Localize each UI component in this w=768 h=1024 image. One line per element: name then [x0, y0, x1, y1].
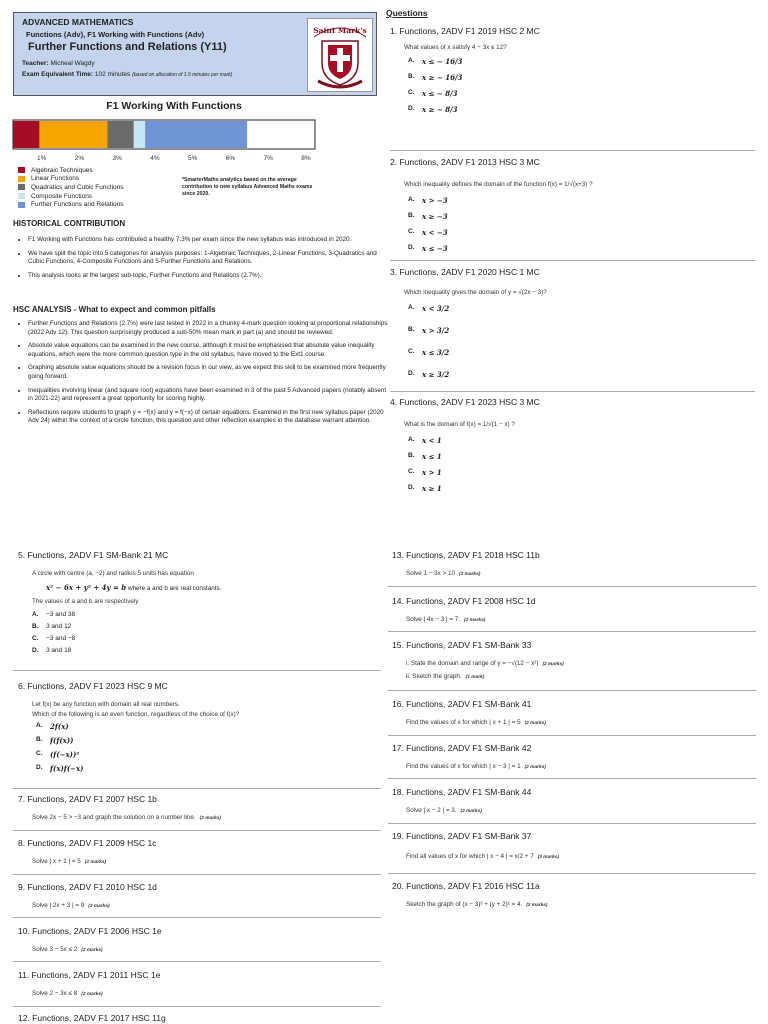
question-20: [392, 881, 754, 908]
x-tick-label: 4%: [150, 155, 160, 162]
contribution-bar-chart: [8, 118, 328, 164]
divider: [388, 690, 756, 691]
question-equation: x² − 6x + y² + 4y = b where a and b are real constants.: [46, 583, 222, 592]
legend-swatch: [18, 193, 25, 199]
choice-a: A. 2f(x): [36, 722, 69, 731]
choice-d: D. x ≥ − 8/3: [408, 105, 458, 114]
divider: [388, 778, 756, 779]
document-title: Further Functions and Relations (Y11): [28, 41, 227, 53]
teacher-label: Teacher:: [22, 60, 49, 67]
legend-swatch: [18, 176, 25, 182]
historical-list: [19, 236, 390, 285]
question-6: [18, 681, 380, 778]
bar-segment-linear-functions: [39, 121, 107, 148]
legend-item: [18, 200, 124, 209]
question-title: 20. Functions, 2ADV F1 2016 HSC 11a: [392, 881, 540, 891]
question-prompt: Solve | x − 2 | = 3. (2 marks): [406, 807, 482, 814]
question-1: [390, 26, 755, 121]
legend-item: [18, 175, 124, 184]
header-box: [13, 12, 377, 96]
question-prompt: Which inequality gives the domain of y = √(2x − 3)?: [404, 289, 547, 296]
hsc-bullet: • Further Functions and Relations (2.7%) were last tested in 2022 in a chunky 4-mark question looking at proportional relationships (2022 Adv 12). This question surprisingly produced a sub-50% mean mark in part (a) and should be reviewed.: [28, 320, 390, 337]
choice-b: B. x ≥ −3: [408, 212, 448, 221]
x-tick-label: 2%: [74, 155, 85, 162]
choice-a: A. −3 and 38: [32, 611, 76, 618]
hsc-analysis-list: [19, 320, 390, 431]
question-title: 18. Functions, 2ADV F1 SM-Bank 44: [392, 787, 532, 797]
choice-b: B. f(f(x)): [36, 736, 74, 745]
choice-c: C. x ≤ − 8/3: [408, 89, 458, 98]
question-title: 19. Functions, 2ADV F1 SM-Bank 37: [392, 831, 532, 841]
question-9: [18, 882, 380, 909]
legend-label: Further Functions and Relations: [31, 201, 124, 209]
question-prompt: Let f(x) be any function with domain all real numbers.: [32, 701, 180, 708]
question-5: [18, 550, 380, 659]
topic-label: Functions (Adv), F1 Working with Functions (Adv): [26, 30, 205, 39]
question-19: [392, 831, 754, 860]
legend-item: [18, 166, 124, 175]
logo-text: Saint Mark's: [313, 26, 367, 35]
question-prompt: Solve | x + 1 | = 5 (2 marks): [32, 858, 107, 865]
hsc-bullet: • Absolute value equations can be examined in the new course, although it must be emphasised that absolute value inequality equations, which were the more common question type in the old syllabus, have moved to the Ext1 course.: [28, 342, 390, 359]
question-title: 14. Functions, 2ADV F1 2008 HSC 1d: [392, 596, 536, 606]
legend-swatch: [18, 184, 25, 190]
question-14: [392, 596, 754, 623]
historical-bullet: • F1 Working with Functions has contributed a healthy 7.3% per exam since the new syllabus was introduced in 2020.: [28, 236, 390, 245]
question-15: [392, 640, 754, 680]
choice-b: B. x > 3/2: [408, 326, 450, 335]
divider: [390, 260, 755, 261]
legend-label: Quadratics and Cubic Functions: [31, 183, 124, 191]
choice-a: A. x ≤ − 16/3: [408, 57, 463, 66]
question-title: 17. Functions, 2ADV F1 SM-Bank 42: [392, 743, 532, 753]
question-11: [18, 970, 380, 997]
question-7: [18, 794, 380, 821]
question-prompt: Solve | 4x − 3 | = 7. (2 marks): [406, 616, 486, 623]
question-prompt: A circle with centre (a, −2) and radius 5 units has equation: [32, 570, 194, 577]
divider: [13, 961, 381, 962]
teacher-line: [22, 60, 95, 67]
choice-b: B. 3 and 12: [32, 623, 72, 630]
x-tick-label: 6%: [225, 155, 236, 162]
question-prompt: Sketch the graph of (x − 3)² + (y + 2)² = 4. (2 marks): [406, 901, 548, 908]
question-prompt: Find the values of x for which | x + 1 | = 5 (2 marks): [406, 719, 546, 726]
question-prompt: Which of the following is an even function, regardless of the choice of f(x)?: [32, 711, 240, 718]
historical-heading: HISTORICAL CONTRIBUTION: [13, 219, 126, 228]
x-tick-label: 3%: [112, 155, 122, 162]
hsc-bullet: • Graphing absolute value equations should be a revision focus in our view, as we expect this skill to be examined more frequently going forward.: [28, 364, 390, 381]
legend-item: [18, 192, 124, 201]
choice-c: C. x > 1: [408, 468, 442, 477]
exam-time-note: (based on allocation of 1.5 minutes per mark): [132, 72, 233, 78]
question-prompt: What is the domain of f(x) = 1/√(1 − x) ?: [404, 421, 515, 428]
question-title: 7. Functions, 2ADV F1 2007 HSC 1b: [18, 794, 157, 804]
question-title: 5. Functions, 2ADV F1 SM-Bank 21 MC: [18, 550, 169, 560]
choice-b: B. x ≤ 1: [408, 452, 442, 461]
exam-time-label: Exam Equivalent Time:: [22, 71, 94, 78]
question-3: [390, 267, 755, 386]
bar-segment-quadratics-and-cubic-functions: [107, 121, 133, 148]
divider: [388, 631, 756, 632]
question-4: [390, 397, 755, 500]
divider: [388, 873, 756, 874]
question-prompt: Find all values of x for which | x − 4 | = x/2 + 7 (3 marks): [406, 853, 560, 860]
choice-c: C. −3 and −8: [32, 635, 76, 642]
hsc-bullet: • Inequalities involving linear (and square root) equations have been examined in 3 of the past 5 Advanced papers (notably absent in 2021-22) and represent a great opportunity for scoring highly.: [28, 387, 390, 404]
question-prompt: Solve 2x − 5 > −3 and graph the solution on a number line. (2 marks): [32, 814, 222, 821]
question-title: 2. Functions, 2ADV F1 2013 HSC 3 MC: [390, 157, 540, 167]
question-10: [18, 926, 380, 953]
divider: [13, 917, 381, 918]
divider: [13, 830, 381, 831]
choice-c: C. x < −3: [408, 228, 448, 237]
choice-d: D. x ≥ 1: [408, 484, 442, 493]
divider: [390, 391, 755, 392]
divider: [13, 1006, 381, 1007]
legend-swatch: [18, 202, 25, 208]
x-tick-label: 7%: [263, 155, 273, 162]
choice-a: A. x > −3: [408, 196, 448, 205]
question-part: ii. Sketch the graph. (1 mark): [406, 673, 485, 680]
teacher-name: Micheal Wagdy: [50, 60, 95, 67]
legend-label: Linear Functions: [31, 175, 80, 183]
choice-c: C. (f(−x))²: [36, 750, 80, 759]
question-prompt: Solve | 2x + 3 | = 9 (2 marks): [32, 902, 110, 909]
questions-heading: Questions: [386, 8, 428, 18]
question-2: [390, 157, 755, 260]
question-title: 8. Functions, 2ADV F1 2009 HSC 1c: [18, 838, 157, 848]
historical-bullet: • This analysis looks at the largest sub-topic, Further Functions and Relations (2.7%).: [28, 272, 390, 281]
question-prompt: Solve 1 − 3x > 10 (2 marks): [406, 570, 481, 577]
question-title: 10. Functions, 2ADV F1 2006 HSC 1e: [18, 926, 162, 936]
divider: [13, 874, 381, 875]
choice-d: D. f(x)f(−x): [36, 764, 84, 773]
bar-segment-composite-functions: [134, 121, 145, 148]
chart-legend: [18, 166, 124, 209]
question-prompt: Find the values of x for which | x − 3 | = 1 (2 marks): [406, 763, 546, 770]
question-title: 15. Functions, 2ADV F1 SM-Bank 33: [392, 640, 532, 650]
hsc-bullet: • Reflections require students to graph y = −f(x) and y = f(−x) of certain equations. Examined in the first new syllabus paper (2020 Adv 24) within the context of a circle function, this question and other reflection examples in the database warrant attention.: [28, 409, 390, 426]
historical-bullet: • We have split the topic into 5 categories for analysis purposes: 1-Algebraic Techniques, 2-Linear Functions, 3-Quadratics and Cubic Functions, 4-Composite Functions and 5-Further Functions and Relations.: [28, 250, 390, 267]
choice-b: B. x ≥ − 16/3: [408, 73, 463, 82]
question-prompt: What values of x satisfy 4 − 3x ≤ 12?: [404, 44, 507, 51]
question-prompt: Which inequality defines the domain of the function f(x) = 1/√(x+3) ?: [404, 181, 593, 188]
question-17: [392, 743, 754, 770]
hsc-analysis-heading: HSC ANALYSIS - What to expect and common pitfalls: [13, 305, 216, 314]
exam-time-line: [22, 71, 232, 78]
question-8: [18, 838, 380, 865]
question-16: [392, 699, 754, 726]
question-part: i. State the domain and range of y = −√(12 − x²) (2 marks): [406, 660, 564, 667]
legend-item: [18, 183, 124, 192]
question-title: 1. Functions, 2ADV F1 2019 HSC 2 MC: [390, 26, 540, 36]
divider: [13, 670, 381, 671]
school-crest-logo: [307, 18, 373, 92]
divider: [388, 823, 756, 824]
question-title: 3. Functions, 2ADV F1 2020 HSC 1 MC: [390, 267, 540, 277]
question-title: 13. Functions, 2ADV F1 2018 HSC 11b: [392, 550, 540, 560]
course-label: ADVANCED MATHEMATICS: [22, 17, 134, 27]
question-title: 12. Functions, 2ADV F1 2017 HSC 11g: [18, 1013, 166, 1023]
divider: [388, 586, 756, 587]
bar-segment-further-functions-and-relations: [145, 121, 247, 148]
question-12: [18, 1013, 380, 1023]
choice-a: A. x < 3/2: [408, 304, 450, 313]
x-tick-label: 8%: [301, 155, 311, 162]
divider: [390, 150, 755, 151]
choice-d: D. x ≤ −3: [408, 244, 448, 253]
bar-segment-algebraic-techniques: [13, 121, 39, 148]
question-18: [392, 787, 754, 814]
x-tick-label: 5%: [188, 155, 198, 162]
question-prompt: The values of a and b are respectively: [32, 598, 139, 605]
question-title: 11. Functions, 2ADV F1 2011 HSC 1e: [18, 970, 161, 980]
divider: [388, 735, 756, 736]
legend-swatch: [18, 167, 25, 173]
choice-d: D. x ≥ 3/2: [408, 370, 450, 379]
question-title: 6. Functions, 2ADV F1 2023 HSC 9 MC: [18, 681, 168, 691]
question-title: 4. Functions, 2ADV F1 2023 HSC 3 MC: [390, 397, 540, 407]
legend-label: Composite Functions: [31, 192, 93, 200]
question-title: 16. Functions, 2ADV F1 SM-Bank 41: [392, 699, 532, 709]
choice-a: A. x < 1: [408, 436, 442, 445]
question-title: 9. Functions, 2ADV F1 2010 HSC 1d: [18, 882, 157, 892]
question-13: [392, 550, 754, 577]
chart-footnote: *SmarterMaths analytics based on the average contribution to new syllabus Advanced Maths exams since 2020.: [182, 177, 313, 197]
legend-label: Algebraic Techniques: [31, 166, 93, 174]
question-prompt: Solve 2 − 3x ≤ 8 (2 marks): [32, 990, 103, 997]
chart-title: F1 Working With Functions: [106, 100, 242, 112]
divider: [13, 788, 381, 789]
question-prompt: Solve 3 − 5x ≤ 2 (2 marks): [32, 946, 103, 953]
choice-c: C. x ≤ 3/2: [408, 348, 450, 357]
choice-d: D. 3 and 18: [32, 647, 72, 654]
x-tick-label: 1%: [37, 155, 47, 162]
exam-time-value: 102 minutes: [94, 71, 131, 78]
